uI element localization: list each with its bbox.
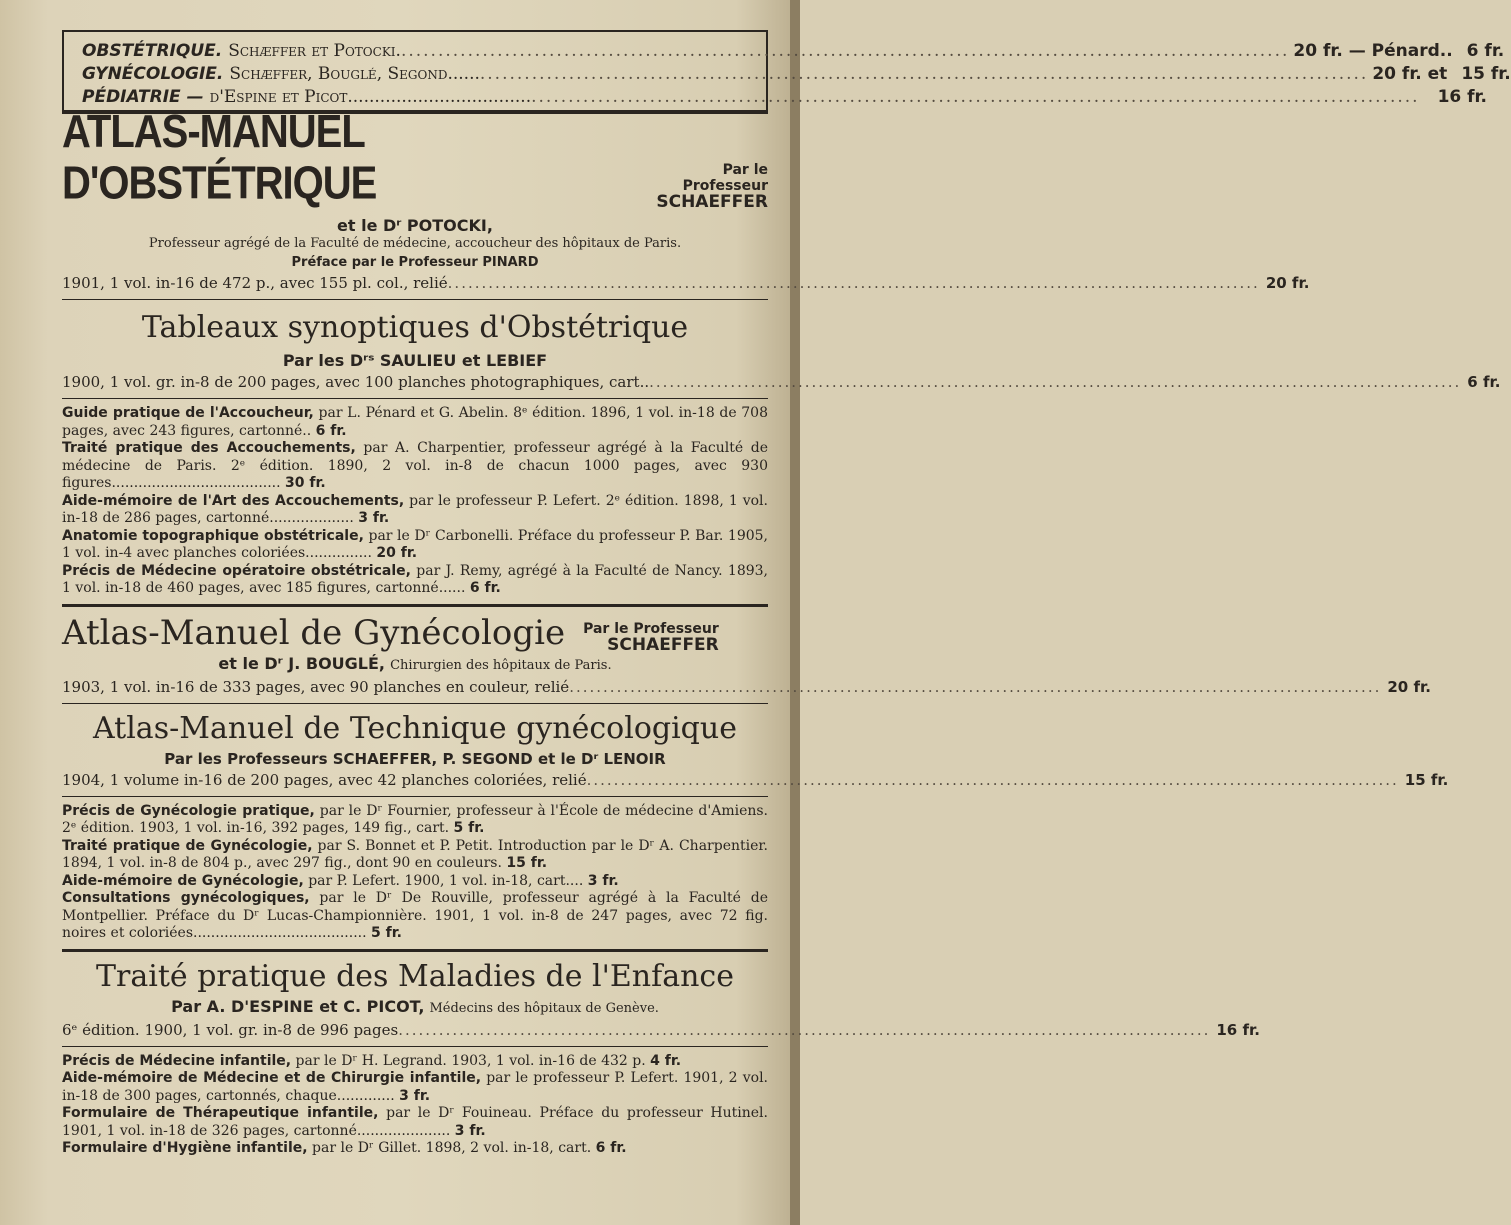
book-details: [62, 372, 1501, 392]
entry-title: Aide-mémoire de Médecine et de Chirurgie infantile,: [62, 1070, 482, 1086]
leader-dots: ........................................................................................................................: [447, 274, 1260, 292]
entry-price: 15 fr.: [506, 855, 548, 871]
section-title: Tableaux synoptiques d'Obstétrique: [141, 310, 689, 345]
list-item: [62, 1053, 768, 1071]
coauthor: et le Dʳ J. BOUGLÉ,: [218, 653, 385, 673]
book-details: [62, 677, 1431, 697]
entry-text: par A. Charpentier, professeur agrégé à la Faculté de médecine de Paris. 2ᵉ édition. 1890, 2 vol. in-8 de chacun 1000 pages, avec 930 figures......................................: [62, 440, 769, 491]
divider: [62, 949, 768, 952]
index-authors: d'Espine et Picot..................................: [209, 87, 532, 107]
entry-price: 20 fr.: [376, 545, 418, 561]
index-authors: Schæffer et Potocki.: [228, 41, 401, 61]
section-title: Atlas-Manuel de Technique gynécologique: [93, 710, 737, 746]
index-subject: OBSTÉTRIQUE.: [82, 41, 223, 61]
index-mid: 20 fr. et: [1372, 64, 1448, 84]
section-author: [646, 162, 768, 210]
section-authors: Par les Dʳˢ SAULIEU et LEBIEF: [282, 351, 548, 370]
index-price: 6 fr.: [1466, 41, 1505, 61]
entry-text: par le Dʳ H. Legrand. 1903, 1 vol. in-16 de 432 p.: [291, 1052, 646, 1069]
book-price: 16 fr.: [1216, 1020, 1260, 1039]
entry-price: 4 fr.: [650, 1052, 682, 1069]
book-price: 15 fr.: [1404, 770, 1449, 789]
leader-dots: ........................................................................................................................: [649, 373, 1462, 391]
page-content: [62, 30, 1511, 1158]
coauthor: et le Dʳ POTOCKI,: [337, 216, 493, 235]
list-item: [62, 493, 768, 528]
entry-price: 3 fr.: [454, 1122, 486, 1139]
entry-title: Traité pratique de Gynécologie,: [62, 837, 313, 854]
section-title: Atlas-Manuel de Gynécologie: [62, 612, 566, 653]
subject-index-box: [62, 30, 1511, 114]
entry-title: Précis de Médecine infantile,: [62, 1052, 292, 1069]
index-leader: ........................................................................................................................: [531, 87, 1420, 107]
entry-title: Aide-mémoire de Gynécologie,: [62, 872, 304, 889]
entry-text: par le Dʳ Fouineau. Préface du professeur Hutinel. 1901, 1 vol. in-18 de 326 pages, cartonné.....................: [62, 1105, 768, 1139]
book-list-gynecology: [62, 803, 768, 943]
entry-text: par L. Pénard et G. Abelin. 8ᵉ édition. 1896, 1 vol. in-18 de 708 pages, avec 243 figures, cartonné..: [62, 405, 768, 439]
leader-dots: ........................................................................................................................: [398, 1020, 1211, 1039]
entry-text: par P. Lefert. 1900, 1 vol. in-18, cart....: [303, 872, 584, 889]
entry-title: Formulaire de Thérapeutique infantile,: [62, 1105, 379, 1121]
index-line: [82, 40, 1505, 63]
list-item: [62, 1140, 768, 1158]
book-description: 6ᵉ édition. 1900, 1 vol. gr. in-8 de 996 pages: [62, 1020, 399, 1039]
index-line: [82, 63, 1511, 86]
entry-price: 6 fr.: [315, 422, 347, 439]
section-title: ATLAS-MANUEL D'OBSTÉTRIQUE: [62, 106, 377, 209]
entry-title: Précis de Médecine opératoire obstétricale,: [62, 562, 411, 579]
divider: [62, 703, 768, 704]
book-details: [62, 273, 1310, 293]
divider: [62, 398, 768, 399]
entry-text: par le professeur P. Lefert. 1901, 2 vol. in-18 de 300 pages, cartonnés, chaque.............: [62, 1070, 768, 1104]
entry-text: par le Dʳ De Rouville, professeur agrégé à la Faculté de Montpellier. Préface du Dʳ Lucas-Championnière. 1901, 1 vol. in-8 de 247 pages, avec 72 fig. noires et coloriées.......................................: [62, 890, 768, 941]
coauthor-line: [62, 653, 768, 677]
book-description: 1901, 1 vol. in-16 de 472 p., avec 155 pl. col., relié: [62, 274, 448, 292]
list-item: [62, 1070, 768, 1105]
leader-dots: ........................................................................................................................: [569, 677, 1382, 696]
entry-text: par le professeur P. Lefert. 2ᵉ édition. 1898, 1 vol. in-18 de 286 pages, cartonné...................: [62, 492, 768, 526]
entry-text: par le Dʳ Gillet. 1898, 2 vol. in-18, cart.: [307, 1140, 592, 1156]
list-item: [62, 838, 768, 873]
index-subject: GYNÉCOLOGIE.: [82, 64, 224, 84]
book-price: 20 fr.: [1265, 274, 1310, 292]
section-authors: Par les Professeurs SCHAEFFER, P. SEGOND et le Dʳ LENOIR: [164, 749, 666, 768]
divider: [62, 604, 768, 607]
entry-price: 6 fr.: [469, 580, 501, 596]
entry-title: Anatomie topographique obstétricale,: [62, 527, 364, 544]
coauthor-role: Chirurgien des hôpitaux de Paris.: [390, 657, 612, 673]
coauthor-role: Professeur agrégé de la Faculté de médecine, accoucheur des hôpitaux de Paris.: [148, 236, 682, 251]
book-price: 6 fr.: [1467, 373, 1501, 391]
index-price: 15 fr.: [1461, 64, 1511, 84]
section-title-row: [62, 106, 768, 212]
section-title-row: [62, 613, 768, 653]
list-item: [62, 563, 768, 598]
index-leader: ........................................................................................................................: [479, 64, 1369, 84]
entry-price: 6 fr.: [595, 1140, 627, 1156]
leader-dots: ........................................................................................................................: [586, 770, 1399, 789]
entry-text: par le Dʳ Fournier, professeur à l'École de médecine d'Amiens. 2ᵉ édition. 1903, 1 vol. in-16, 392 pages, 149 fig., cart.: [62, 802, 769, 836]
entry-text: par S. Bonnet et P. Petit. Introduction par le Dʳ A. Charpentier. 1894, 1 vol. in-8 de 804 p., avec 297 fig., dont 90 en couleurs.: [62, 837, 768, 871]
entry-price: 3 fr.: [399, 1087, 431, 1104]
book-list-obstetrics: [62, 405, 768, 598]
section-authors: Par A. D'ESPINE et C. PICOT,: [171, 996, 425, 1016]
entry-price: 30 fr.: [285, 475, 326, 491]
entry-title: Formulaire d'Hygiène infantile,: [62, 1140, 308, 1156]
index-leader: ........................................................................................................................: [400, 41, 1290, 61]
divider: [62, 299, 768, 300]
authors-role: Médecins des hôpitaux de Genève.: [429, 1000, 659, 1016]
entry-title: Aide-mémoire de l'Art des Accouchements,: [62, 492, 405, 509]
entry-text: par le Dʳ Carbonelli. Préface du professeur P. Bar. 1905, 1 vol. in-4 avec planches coloriées...............: [62, 527, 768, 561]
list-item: [62, 440, 768, 493]
section-title: Traité pratique des Maladies de l'Enfance: [96, 958, 734, 994]
entry-text: par J. Remy, agrégé à la Faculté de Nancy. 1893, 1 vol. in-18 de 460 pages, avec 185 figures, cartonné......: [62, 562, 769, 596]
list-item: [62, 873, 768, 891]
entry-price: 3 fr.: [587, 872, 619, 889]
book-description: 1903, 1 vol. in-16 de 333 pages, avec 90 planches en couleur, relié: [62, 677, 570, 696]
entry-price: 3 fr.: [358, 510, 390, 526]
book-details: [62, 1020, 1260, 1040]
author-prefix: Par le Professeur: [682, 162, 768, 194]
list-item: [62, 1105, 768, 1140]
author-prefix: Par le Professeur: [583, 620, 719, 637]
page-edge: [790, 0, 800, 1225]
book-list-pediatrics: [62, 1053, 768, 1158]
preface: Préface par le Professeur PINARD: [291, 255, 539, 270]
index-mid: 20 fr. — Pénard..: [1293, 41, 1453, 61]
entry-title: Consultations gynécologiques,: [62, 890, 310, 906]
authors-line: [62, 996, 768, 1020]
author-name: SCHAEFFER: [656, 192, 768, 212]
section-author: [583, 621, 719, 653]
list-item: [62, 405, 768, 440]
entry-title: Précis de Gynécologie pratique,: [62, 802, 315, 819]
list-item: [62, 528, 768, 563]
book-details: [62, 770, 1449, 790]
index-price: 16 fr.: [1437, 87, 1487, 107]
divider: [62, 1046, 768, 1047]
entry-price: 5 fr.: [371, 925, 402, 941]
book-price: 20 fr.: [1387, 677, 1431, 696]
entry-price: 5 fr.: [453, 820, 485, 836]
book-description: 1900, 1 vol. gr. in-8 de 200 pages, avec 100 planches photographiques, cart..: [62, 373, 650, 391]
list-item: [62, 803, 768, 838]
entry-title: Traité pratique des Accouchements,: [62, 440, 356, 456]
list-item: [62, 890, 768, 943]
index-subject: PÉDIATRIE —: [82, 87, 204, 107]
entry-title: Guide pratique de l'Accoucheur,: [62, 405, 314, 421]
author-name: SCHAEFFER: [607, 634, 719, 655]
index-authors: Schæffer, Bouglé, Segond......: [229, 64, 480, 84]
divider: [62, 796, 768, 797]
book-description: 1904, 1 volume in-16 de 200 pages, avec 42 planches coloriées, relié: [62, 770, 587, 789]
